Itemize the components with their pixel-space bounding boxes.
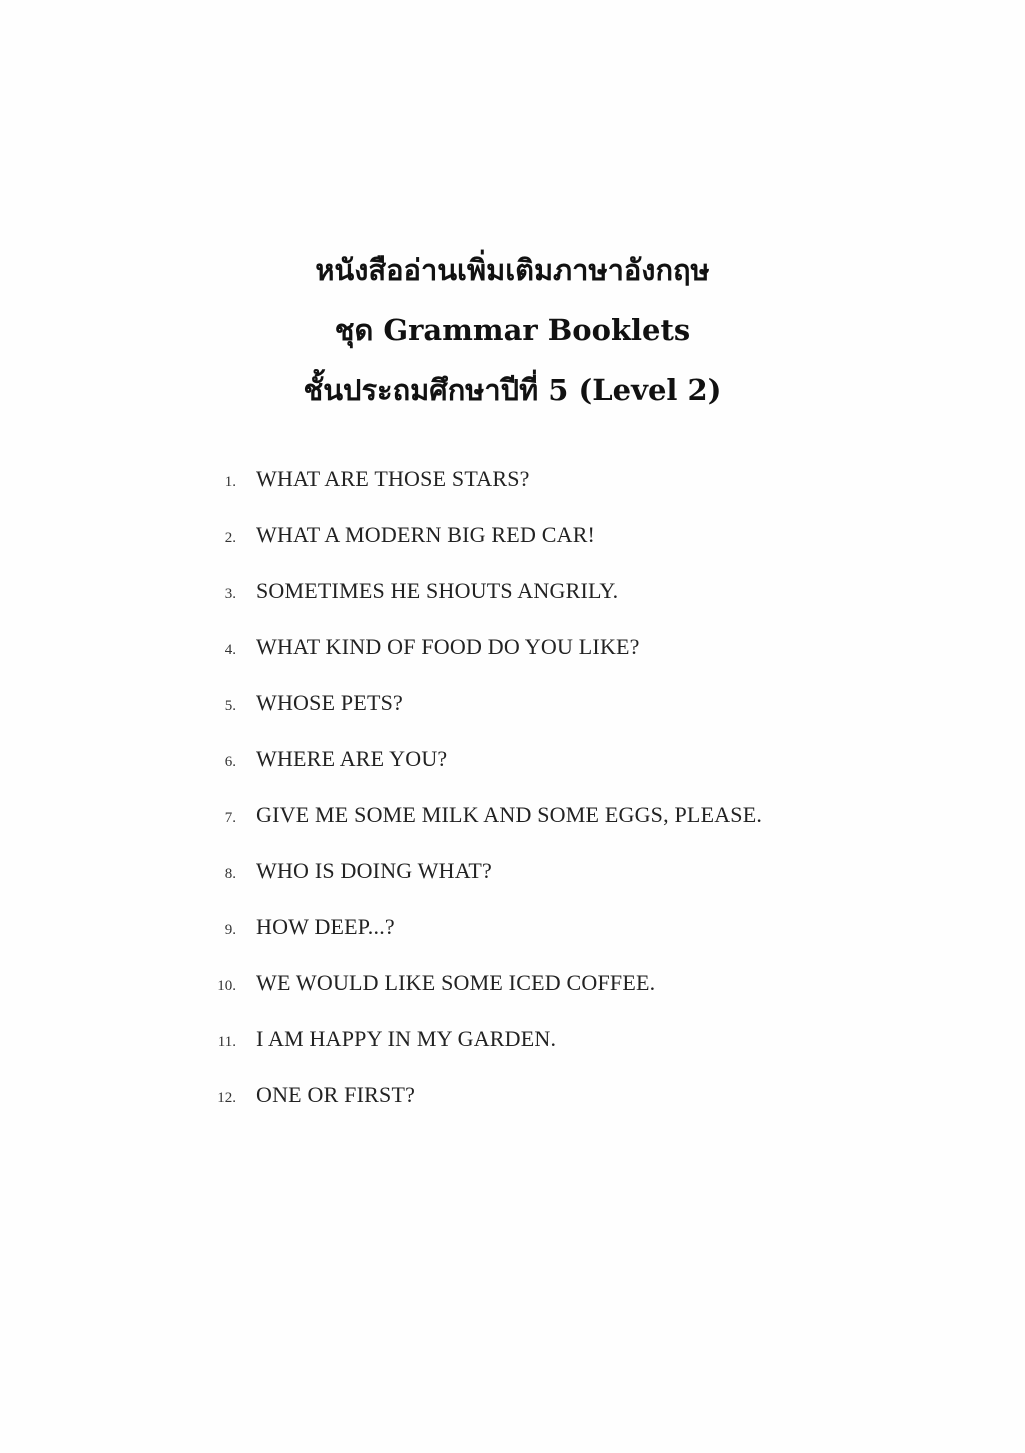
item-number: 8.: [224, 866, 236, 882]
item-number: 3.: [224, 586, 236, 602]
item-number: 7.: [224, 810, 236, 826]
item-title: I AM HAPPY IN MY GARDEN.: [256, 1026, 557, 1051]
list-item: [190, 690, 890, 746]
item-title: SOMETIMES HE SHOUTS ANGRILY.: [256, 578, 619, 603]
list-item: [190, 578, 890, 634]
title-thai: หนังสืออ่านเพิ่มเติมภาษาอังกฤษ: [315, 253, 710, 287]
item-title: WHO IS DOING WHAT?: [256, 858, 492, 883]
list-item: [190, 466, 890, 522]
item-number: 11.: [217, 1034, 236, 1050]
item-title: WHAT A MODERN BIG RED CAR!: [256, 522, 596, 547]
list-item: [190, 858, 890, 914]
item-number: 6.: [224, 754, 236, 770]
list-item: [190, 802, 890, 858]
list-item: [190, 746, 890, 802]
item-number: 9.: [224, 922, 236, 938]
contents-list: [190, 466, 890, 1138]
grade-level-title: ชั้นประถมศึกษาปีที่ 5 (Level 2): [303, 373, 722, 407]
item-number: 4.: [224, 642, 236, 658]
item-number: 10.: [217, 978, 236, 994]
list-item: [190, 1026, 890, 1082]
item-title: WE WOULD LIKE SOME ICED COFFEE.: [256, 970, 656, 995]
item-number: 5.: [224, 698, 236, 714]
item-number: 12.: [217, 1090, 236, 1106]
item-title: HOW DEEP...?: [256, 914, 395, 939]
series-title: ชุด Grammar Booklets: [334, 313, 691, 347]
item-number: 2.: [224, 530, 236, 546]
list-item: [190, 634, 890, 690]
item-title: WHAT KIND OF FOOD DO YOU LIKE?: [256, 634, 640, 659]
list-item: [190, 970, 890, 1026]
title-block: [0, 240, 1025, 420]
item-title: WHAT ARE THOSE STARS?: [256, 466, 530, 491]
item-title: ONE OR FIRST?: [256, 1082, 416, 1107]
item-title: WHERE ARE YOU?: [256, 746, 448, 771]
item-title: GIVE ME SOME MILK AND SOME EGGS, PLEASE.: [256, 802, 763, 827]
list-item: [190, 1082, 890, 1138]
item-number: 1.: [224, 474, 236, 490]
item-title: WHOSE PETS?: [256, 690, 404, 715]
list-item: [190, 522, 890, 578]
list-item: [190, 914, 890, 970]
